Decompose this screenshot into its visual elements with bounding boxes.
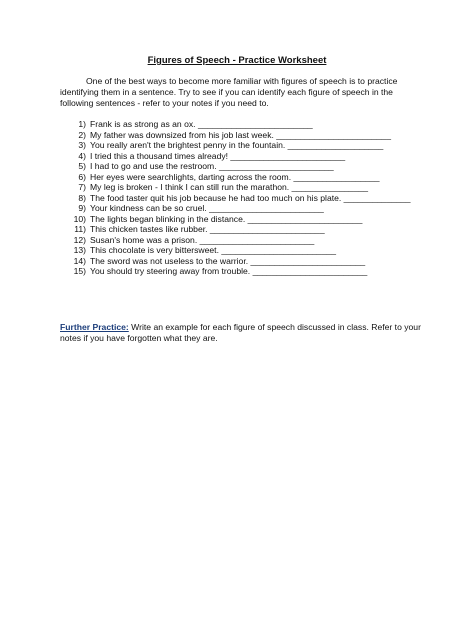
intro-paragraph bbox=[60, 76, 420, 109]
question-item bbox=[70, 161, 411, 172]
question-text: My leg is broken - I think I can still run the marathon. ________________ bbox=[90, 182, 369, 192]
question-number: 12) bbox=[73, 234, 86, 245]
question-number: 6) bbox=[78, 171, 86, 182]
question-item bbox=[70, 172, 411, 183]
worksheet-title: Figures of Speech - Practice Worksheet bbox=[147, 55, 327, 66]
question-number: 5) bbox=[78, 161, 86, 171]
question-item bbox=[70, 193, 411, 204]
question-text: You should try steering away from trouble. ________________________ bbox=[90, 266, 368, 276]
question-number: 14) bbox=[73, 255, 86, 266]
question-item bbox=[70, 140, 411, 151]
question-item bbox=[70, 130, 411, 141]
question-item bbox=[70, 214, 411, 225]
intro-text: One of the best ways to become more familiar with figures of speech is to practice identifying them in a sentence. Try to see if you can identify each figure of speech in the following sentences - refer to your notes if you need to. bbox=[60, 76, 398, 108]
question-text: The lights began blinking in the distance. ________________________ bbox=[90, 213, 363, 224]
question-text: Frank is as strong as an ox. ________________________ bbox=[90, 119, 313, 129]
question-item bbox=[70, 182, 411, 193]
question-item bbox=[70, 235, 411, 246]
question-text: Susan's home was a prison. ________________________ bbox=[90, 234, 315, 245]
question-text: You really aren't the brightest penny in the fountain. ____________________ bbox=[90, 140, 384, 150]
question-number: 9) bbox=[78, 203, 86, 213]
question-number: 3) bbox=[78, 140, 86, 150]
question-item bbox=[70, 151, 411, 162]
further-practice-text: Write an example for each figure of speech discussed in class. Refer to your notes if you have forgotten what they are. bbox=[60, 322, 421, 343]
question-number: 11) bbox=[74, 224, 86, 234]
question-number: 15) bbox=[73, 266, 86, 276]
question-number: 2) bbox=[78, 129, 86, 140]
question-item bbox=[70, 245, 411, 256]
question-text: This chocolate is very bittersweet. ________________________ bbox=[90, 245, 337, 255]
question-number: 10) bbox=[73, 213, 86, 224]
question-list bbox=[70, 119, 411, 277]
question-text: Her eyes were searchlights, darting across the room. __________________ bbox=[90, 171, 380, 182]
question-number: 13) bbox=[73, 245, 86, 255]
question-number: 1) bbox=[78, 119, 86, 129]
question-item bbox=[70, 119, 411, 130]
question-text: I had to go and use the restroom. ________________________ bbox=[90, 161, 334, 171]
further-practice bbox=[60, 322, 430, 344]
question-text: I tried this a thousand times already! ________________________ bbox=[90, 150, 346, 161]
question-item bbox=[70, 266, 411, 277]
question-text: Your kindness can be so cruel. ________________________ bbox=[90, 203, 324, 213]
question-text: The sword was not useless to the warrior. ________________________ bbox=[90, 255, 366, 266]
question-number: 4) bbox=[78, 150, 86, 161]
question-text: My father was downsized from his job last week. ________________________ bbox=[90, 129, 391, 140]
question-item bbox=[70, 256, 411, 267]
question-number: 8) bbox=[78, 192, 86, 203]
further-practice-label: Further Practice: bbox=[60, 322, 129, 332]
question-text: This chicken tastes like rubber. ________________________ bbox=[90, 224, 325, 234]
question-item bbox=[70, 224, 411, 235]
question-item bbox=[70, 203, 411, 214]
question-number: 7) bbox=[78, 182, 86, 192]
question-text: The food taster quit his job because he had too much on his plate. ______________ bbox=[90, 192, 411, 203]
